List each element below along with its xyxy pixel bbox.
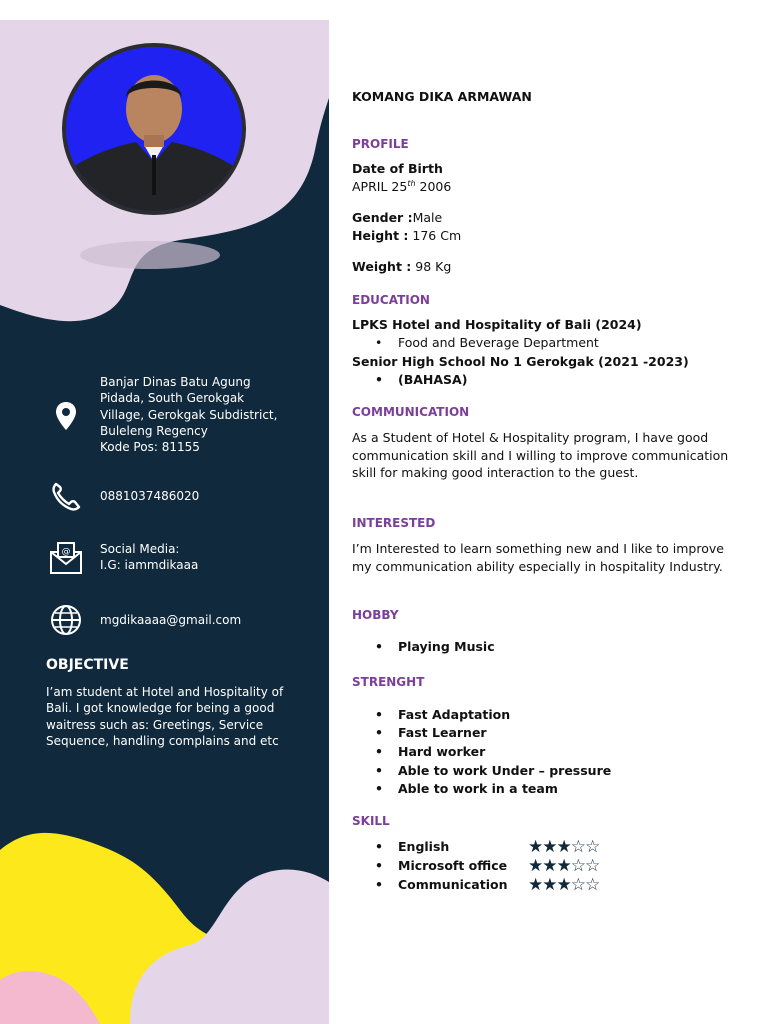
skill-item: • English — [375, 839, 450, 854]
education-detail-2: • (BAHASA) — [375, 372, 468, 387]
candidate-name: KOMANG DIKA ARMAWAN — [352, 89, 532, 104]
star-empty-icon: ☆ — [570, 837, 585, 857]
dob-label: Date of Birth — [352, 161, 443, 176]
star-empty-icon: ☆ — [585, 875, 600, 895]
strength-item: • Fast Adaptation — [375, 707, 511, 722]
communication-text: As a Student of Hotel & Hospitality program, I have good communication skill and I willing to improve communication skill for making good interaction to the guest. — [352, 430, 729, 481]
star-filled-icon: ★ — [528, 837, 543, 857]
star-empty-icon: ☆ — [570, 856, 585, 876]
star-filled-icon: ★ — [556, 875, 571, 895]
dob-value: APRIL 25th 2006 — [352, 179, 452, 195]
location-pin-icon — [48, 398, 84, 434]
email-text[interactable]: mgdikaaaa@gmail.com — [100, 613, 242, 627]
star-filled-icon: ★ — [556, 856, 571, 876]
star-filled-icon: ★ — [542, 875, 557, 895]
star-filled-icon: ★ — [528, 875, 543, 895]
star-empty-icon: ☆ — [585, 837, 600, 857]
profile-photo — [66, 47, 242, 211]
education-detail-1: • Food and Beverage Department — [375, 335, 599, 350]
skill-rating-stars — [528, 877, 599, 894]
communication-heading: COMMUNICATION — [352, 405, 470, 419]
skill-heading: SKILL — [352, 814, 390, 828]
hobby-heading: HOBBY — [352, 608, 399, 622]
star-filled-icon: ★ — [528, 856, 543, 876]
interested-text: I’m Interested to learn something new and I like to improve my communication ability especially in hospitality Industry. — [352, 541, 724, 574]
social-media-text[interactable]: Social Media: I.G: iammdikaaa — [100, 542, 199, 573]
star-filled-icon: ★ — [542, 856, 557, 876]
strength-item: • Able to work Under – pressure — [375, 763, 612, 778]
skill-rating-stars — [528, 839, 599, 856]
height-row: Height : 176 Cm — [352, 228, 462, 243]
strength-item: • Fast Learner — [375, 725, 487, 740]
objective-heading: OBJECTIVE — [46, 657, 129, 673]
phone-text[interactable]: 0881037486020 — [100, 489, 200, 503]
strength-heading: STRENGHT — [352, 675, 425, 689]
hobby-item: • Playing Music — [375, 639, 495, 654]
skill-item: • Communication — [375, 877, 508, 892]
globe-icon — [48, 602, 84, 638]
education-heading: EDUCATION — [352, 293, 430, 307]
svg-text:@: @ — [61, 547, 71, 557]
weight-row: Weight : 98 Kg — [352, 259, 452, 274]
education-school-2: Senior High School No 1 Gerokgak (2021 -2023) — [352, 354, 689, 369]
star-empty-icon: ☆ — [570, 875, 585, 895]
gender-row: Gender :Male — [352, 210, 443, 225]
objective-text: I’am student at Hotel and Hospitality of Bali. I got knowledge for being a good waitress such as: Greetings, Service Sequence, handling complains and etc — [46, 685, 284, 748]
strength-item: • Hard worker — [375, 744, 486, 759]
address-text: Banjar Dinas Batu Agung Pidada, South Gerokgak Village, Gerokgak Subdistrict, Buleleng Regency Kode Pos: 81155 — [100, 375, 278, 455]
strength-item: • Able to work in a team — [375, 781, 558, 796]
phone-icon — [48, 478, 84, 514]
star-filled-icon: ★ — [542, 837, 557, 857]
skill-item: • Microsoft office — [375, 858, 508, 873]
star-filled-icon: ★ — [556, 837, 571, 857]
interested-heading: INTERESTED — [352, 516, 436, 530]
education-school-1: LPKS Hotel and Hospitality of Bali (2024) — [352, 317, 642, 332]
star-empty-icon: ☆ — [585, 856, 600, 876]
sidebar — [0, 20, 329, 1024]
profile-heading: PROFILE — [352, 137, 409, 151]
email-envelope-icon — [48, 540, 84, 576]
skill-rating-stars — [528, 858, 599, 875]
